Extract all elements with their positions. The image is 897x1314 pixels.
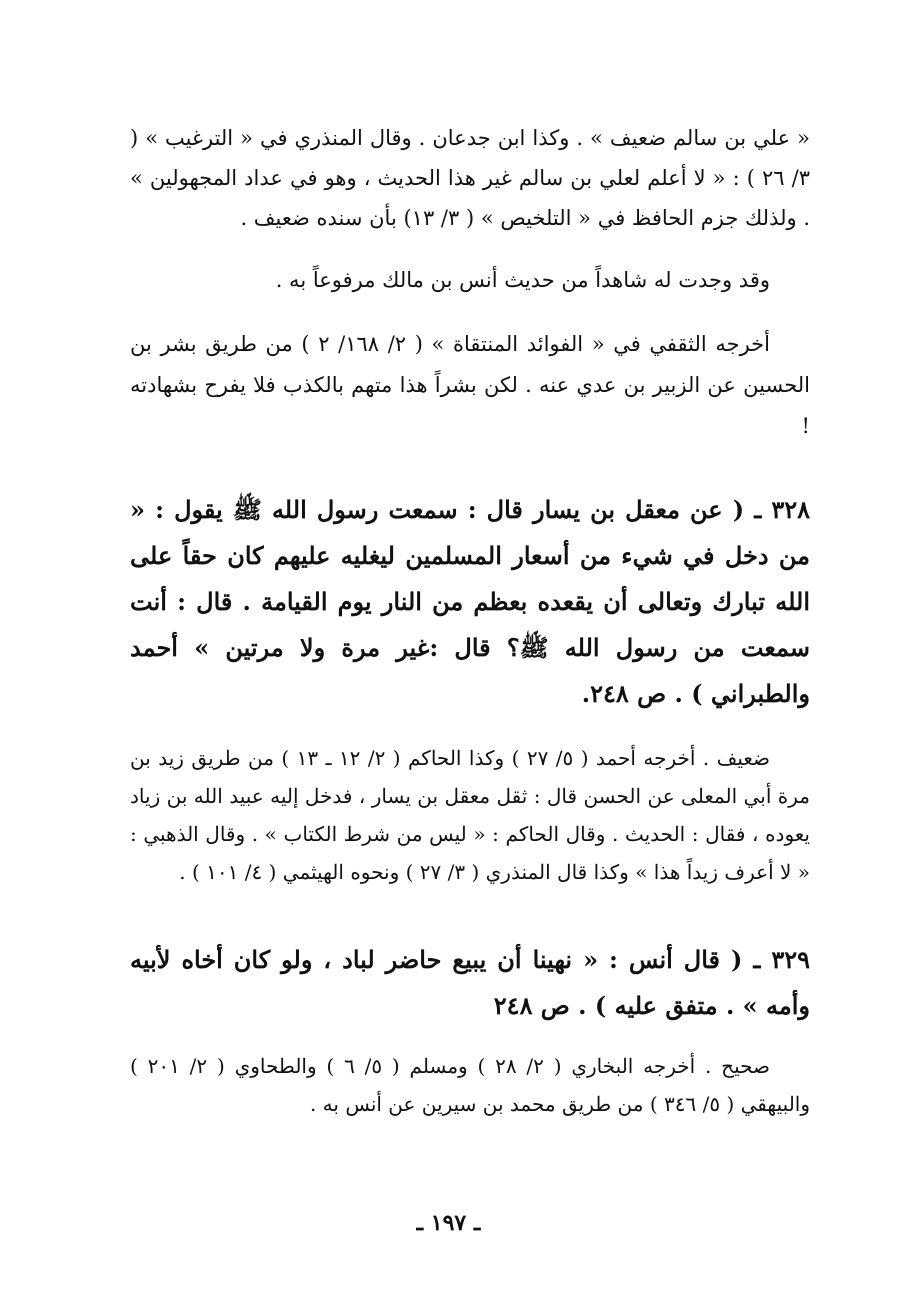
paragraph-witness-note: وقد وجدت له شاهداً من حديث أنس بن مالك مرفوعاً به . <box>275 268 770 292</box>
paragraph-thaqafi-takhrij: أخرجه الثقفي في « الفوائد المنتقاة » ( ٢/ ١٦٨/ ٢ ) من طريق بشر بن الحسين عن الزبير بن عدي عنه . لكن بشراً هذا متهم بالكذب فلا يفرح بشهادته ! <box>130 332 810 438</box>
commentary-329: صحيح . أخرجه البخاري ( ٢/ ٢٨ ) ومسلم ( ٥/ ٦ ) والطحاوي ( ٢/ ٢٠١ ) والبيهقي ( ٥/ ٣٤٦ ) من طريق محمد بن سيرين عن أنس به . <box>130 1054 810 1116</box>
page-body <box>130 118 810 1123</box>
hadith-329: ٣٢٩ ـ ( قال أنس : « نهينا أن يبيع حاضر لباد ، ولو كان أخاه لأبيه وأمه » . متفق عليه ) . ص ٢٤٨ <box>130 945 810 1020</box>
page-number: ـ ١٩٧ ـ <box>416 1210 481 1236</box>
commentary-328: ضعيف . أخرجه أحمد ( ٥/ ٢٧ ) وكذا الحاكم ( ٢/ ١٢ ـ ١٣ ) من طريق زيد بن مرة أبي المعلى عن الحسن قال : ثقل معقل بن يسار ، فدخل إليه عبيد الله بن زياد يعوده ، فقال : الحديث . وقال الحاكم : « ليس من شرط الكتاب » . وقال الذهبي : « لا أعرف زيداً هذا » وكذا قال المنذري ( ٣/ ٢٧ ) ونحوه الهيثمي ( ٤/ ١٠١ ) . <box>130 746 810 884</box>
paragraph-previous-hadith-ending: « علي بن سالم ضعيف » . وكذا ابن جدعان . وقال المنذري في « الترغيب » ( ٣/ ٢٦ ) : « لا أعلم لعلي بن سالم غير هذا الحديث ، وهو في عداد المجهولين » . ولذلك جزم الحافظ في « التلخيص » ( ٣/ ١٣) بأن سنده ضعيف . <box>130 126 810 230</box>
hadith-328: ٣٢٨ ـ ( عن معقل بن يسار قال : سمعت رسول الله ﷺ يقول : « من دخل في شيء من أسعار المسلمين ليغليه عليهم كان حقاً على الله تبارك وتعالى أن يقعده بعظم من النار يوم القيامة . قال : أنت سمعت من رسول الله ﷺ؟ قال :غير مرة ولا مرتين » أحمد والطبراني ) . ص ٢٤٨. <box>130 495 810 708</box>
